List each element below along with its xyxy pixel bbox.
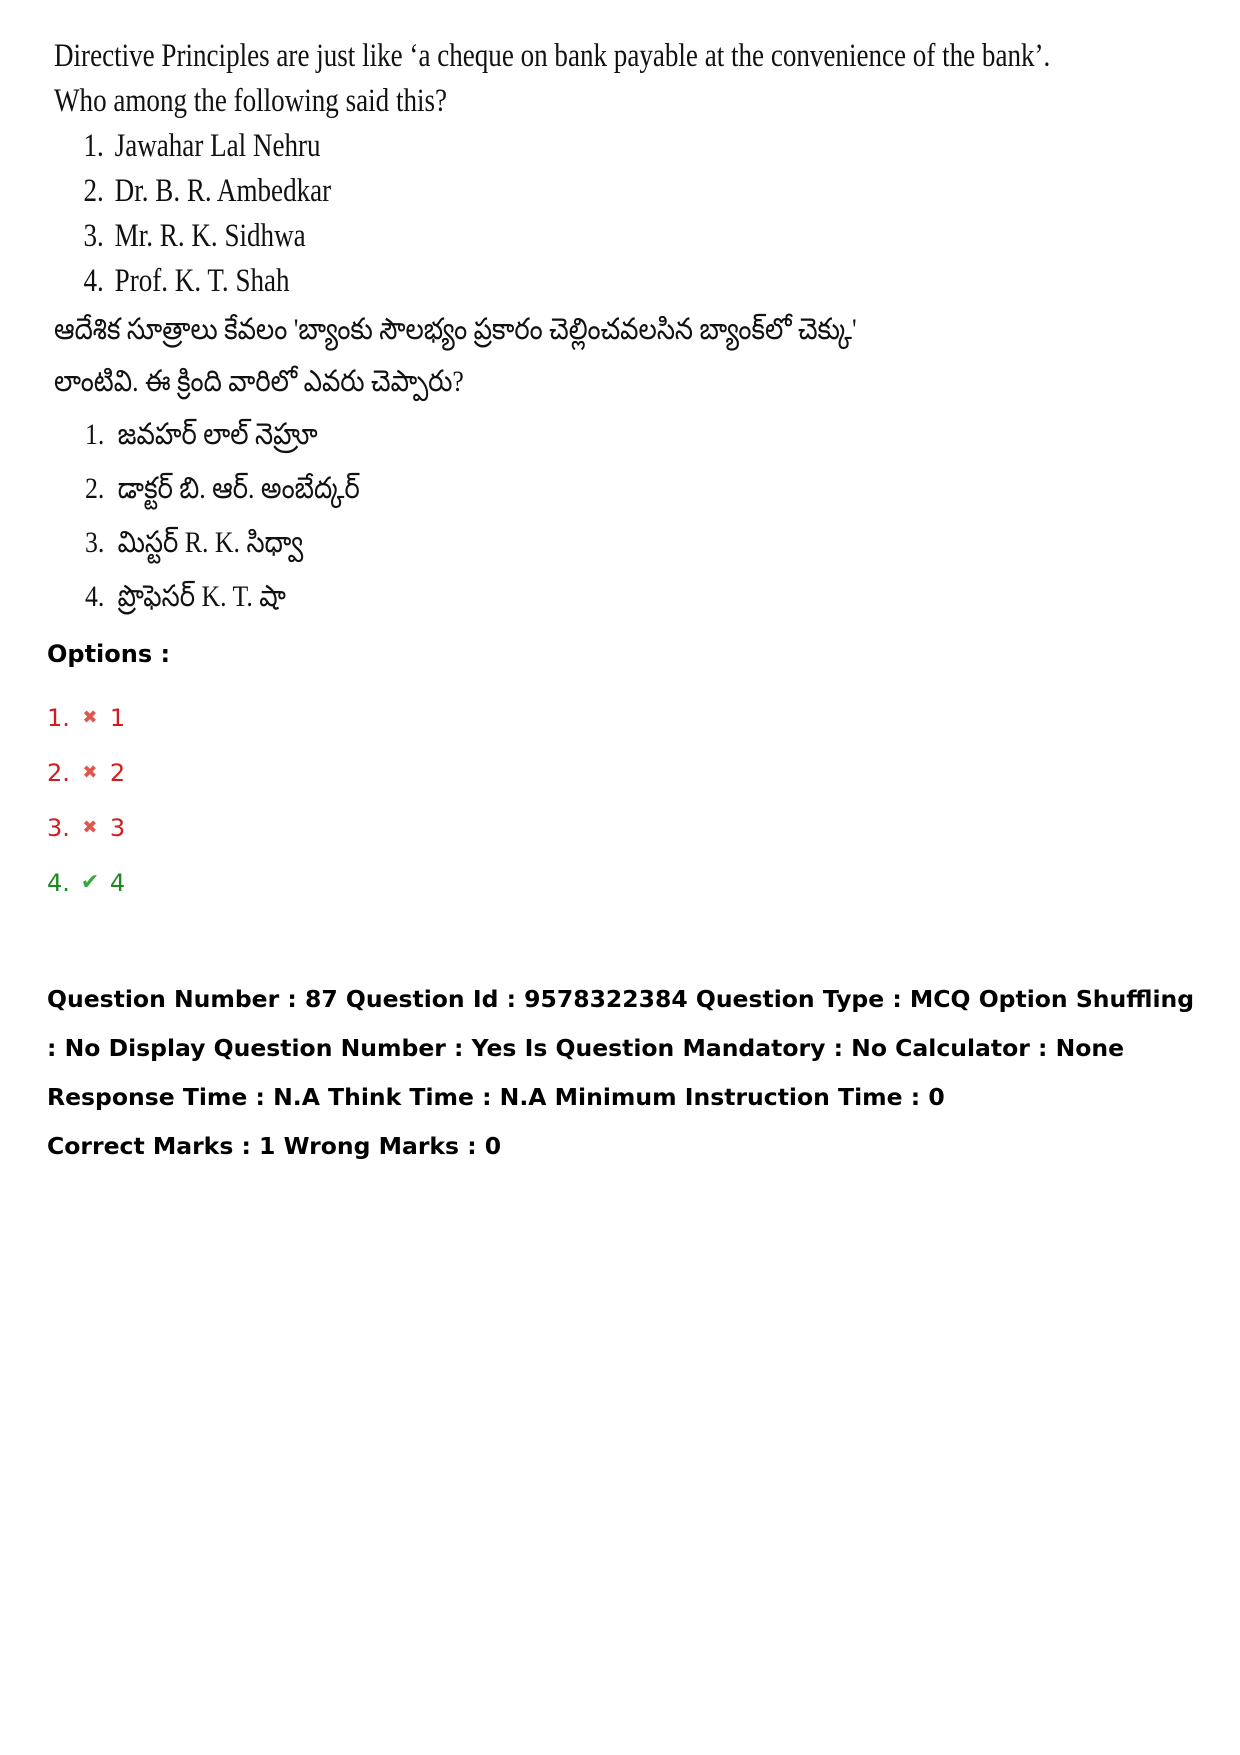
choice-text: Prof. K. T. Shah: [114, 263, 290, 299]
choice-number: 1.: [83, 128, 104, 164]
choice-number: 1.: [84, 418, 105, 451]
option-3: [47, 800, 125, 855]
telugu-choice-1: [54, 408, 828, 462]
option-1: [47, 690, 125, 745]
question-text-english-line2: Who among the following said this?: [54, 83, 448, 119]
option-value: 4: [109, 868, 126, 897]
option-2: [47, 745, 125, 800]
option-number: 4.: [47, 868, 70, 897]
english-choice-3: [54, 214, 792, 259]
english-choice-1: [54, 124, 792, 169]
cross-icon: ✖: [82, 706, 98, 728]
choice-number: 2.: [83, 173, 104, 209]
option-number: 2.: [47, 758, 70, 787]
question-metadata: Question Number : 87 Question Id : 9578322384 Question Type : MCQ Option Shuffling : No Display Question Number : Yes Is Question Mandatory : No Calculator : None Response Time : N.A Think Time : N.A Minimum Instruction Time : 0: [47, 985, 1195, 1111]
question-text-telugu-line2: లాంటివి. ఈ క్రింది వారిలో ఎవరు చెప్పారు?: [54, 365, 464, 398]
options-heading: Options :: [47, 640, 171, 668]
choice-text: Jawahar Lal Nehru: [114, 128, 321, 164]
option-value: 2: [109, 758, 126, 787]
check-icon: ✔: [80, 869, 100, 895]
english-choice-2: [54, 169, 792, 214]
question-text-english-line1: Directive Principles are just like ‘a cheque on bank payable at the convenience of the bank’.: [54, 38, 1051, 74]
choice-number: 4.: [83, 263, 104, 299]
question-image: [54, 34, 1051, 624]
choice-text: జవహర్ లాల్ నెహ్రూ: [117, 418, 318, 451]
option-number: 1.: [47, 703, 70, 732]
telugu-choice-3: [54, 516, 828, 570]
choice-number: 2.: [84, 472, 105, 505]
choice-text: మిస్టర్ R. K. సిధ్వా: [117, 526, 304, 559]
option-4: [47, 855, 125, 910]
choice-text: డాక్టర్ బి. ఆర్. అంబేద్కర్: [117, 472, 360, 505]
question-text-telugu-line1: ఆదేశిక సూత్రాలు కేవలం 'బ్యాంకు సౌలభ్యం ప్రకారం చెల్లించవలసిన బ్యాంక్‌లో చెక్కు': [54, 313, 857, 346]
options-list: [47, 690, 125, 910]
cross-icon: ✖: [82, 816, 98, 838]
telugu-choice-4: [54, 570, 828, 624]
choice-number: 3.: [83, 218, 104, 254]
choice-text: Dr. B. R. Ambedkar: [114, 173, 332, 209]
option-number: 3.: [47, 813, 70, 842]
cross-icon: ✖: [82, 761, 98, 783]
choice-text: ప్రొఫెసర్ K. T. షా: [117, 580, 286, 613]
choice-number: 4.: [84, 580, 105, 613]
telugu-choice-2: [54, 462, 828, 516]
english-choice-4: [54, 259, 792, 304]
choice-text: Mr. R. K. Sidhwa: [114, 218, 306, 254]
marks-info: Correct Marks : 1 Wrong Marks : 0: [47, 1132, 502, 1160]
option-value: 3: [109, 813, 126, 842]
choice-number: 3.: [84, 526, 105, 559]
option-value: 1: [109, 703, 126, 732]
